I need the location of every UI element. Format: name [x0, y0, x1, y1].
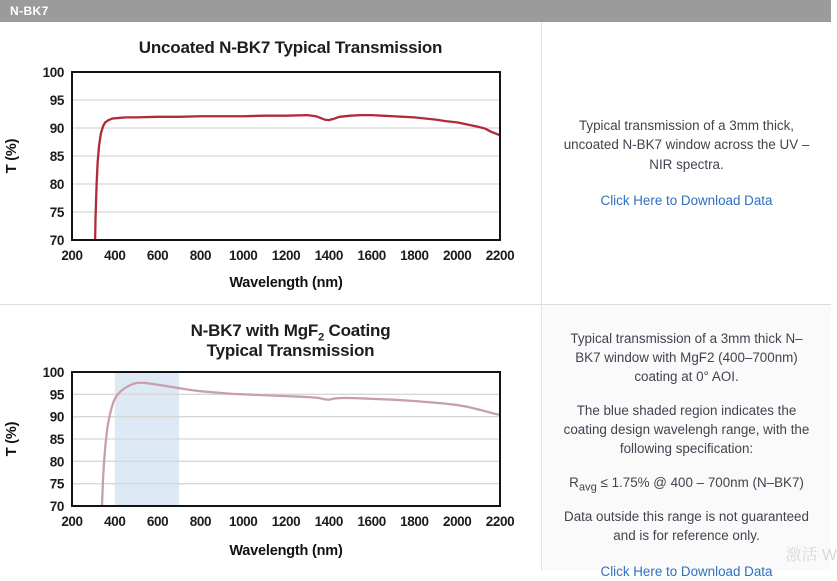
- svg-text:1600: 1600: [357, 513, 386, 529]
- svg-text:85: 85: [49, 431, 64, 447]
- coating-spec: [569, 473, 804, 492]
- svg-text:1400: 1400: [314, 248, 344, 264]
- coated-description-1: Typical transmission of a 3mm thick N–BK7 window with MgF2 (400–700nm) coating at 0° AOI.: [570, 331, 803, 385]
- spec-symbol: R: [569, 475, 579, 491]
- svg-text:1600: 1600: [357, 248, 386, 264]
- svg-text:70: 70: [49, 233, 64, 249]
- svg-text:80: 80: [49, 454, 64, 470]
- svg-text:2000: 2000: [442, 513, 472, 529]
- svg-text:75: 75: [49, 476, 64, 492]
- svg-text:200: 200: [61, 248, 83, 264]
- svg-text:95: 95: [49, 387, 64, 403]
- svg-text:400: 400: [104, 513, 126, 529]
- coated-title-line2: Typical Transmission: [206, 341, 375, 361]
- svg-text:70: 70: [49, 498, 64, 514]
- svg-text:400: 400: [104, 248, 126, 264]
- svg-text:1800: 1800: [400, 248, 429, 264]
- svg-text:800: 800: [189, 248, 212, 264]
- svg-text:90: 90: [49, 409, 64, 425]
- svg-text:1200: 1200: [271, 248, 301, 264]
- svg-text:T (%): T (%): [4, 421, 20, 456]
- coated-chart-title: [0, 321, 541, 362]
- svg-text:2200: 2200: [485, 513, 515, 529]
- coated-chart-panel: [0, 304, 541, 571]
- coated-description-3: Data outside this range is not guaranteed and is for reference only.: [564, 509, 809, 544]
- page-title: N-BK7: [10, 4, 49, 18]
- svg-text:200: 200: [61, 513, 83, 529]
- uncoated-description: Typical transmission of a 3mm thick, uncoated N-BK7 window across the UV – NIR spectra.: [563, 118, 810, 172]
- coated-title-sub: 2: [318, 331, 325, 344]
- svg-text:100: 100: [42, 364, 64, 380]
- svg-text:1800: 1800: [400, 513, 429, 529]
- coated-transmission-chart: [0, 364, 530, 562]
- svg-text:90: 90: [49, 121, 64, 137]
- svg-text:1000: 1000: [228, 248, 258, 264]
- uncoated-transmission-chart: [0, 60, 530, 294]
- svg-text:800: 800: [189, 513, 212, 529]
- coated-description-panel: [541, 304, 831, 580]
- svg-text:2200: 2200: [485, 248, 515, 264]
- svg-text:600: 600: [146, 248, 169, 264]
- svg-text:1000: 1000: [228, 513, 258, 529]
- coated-title-post: Coating: [324, 321, 391, 340]
- uncoated-chart-title: Uncoated N-BK7 Typical Transmission: [138, 38, 443, 57]
- svg-text:T (%): T (%): [4, 139, 20, 174]
- uncoated-chart-panel: [0, 22, 541, 304]
- svg-text:80: 80: [49, 177, 64, 193]
- svg-text:2000: 2000: [442, 248, 472, 264]
- spec-subscript: avg: [578, 481, 597, 494]
- svg-text:95: 95: [49, 93, 64, 109]
- content-grid: [0, 22, 831, 580]
- svg-text:Wavelength (nm): Wavelength (nm): [229, 275, 343, 292]
- svg-text:1400: 1400: [314, 513, 344, 529]
- coated-title-pre: N-BK7 with MgF: [190, 321, 319, 340]
- activate-watermark: 激活 W: [785, 547, 837, 564]
- svg-text:75: 75: [49, 205, 64, 221]
- svg-text:600: 600: [146, 513, 169, 529]
- svg-text:Wavelength (nm): Wavelength (nm): [229, 542, 343, 559]
- uncoated-description-panel: [541, 22, 831, 304]
- svg-text:1200: 1200: [271, 513, 301, 529]
- uncoated-download-link[interactable]: Click Here to Download Data: [600, 192, 773, 208]
- page-header: [0, 0, 831, 22]
- coated-download-link[interactable]: Click Here to Download Data: [600, 564, 773, 580]
- svg-text:85: 85: [49, 149, 64, 165]
- spec-value: ≤ 1.75% @ 400 – 700nm (N–BK7): [596, 475, 804, 491]
- coated-description-2: The blue shaded region indicates the coating design wavelengh range, with the following specification:: [563, 403, 810, 457]
- svg-text:100: 100: [42, 65, 64, 81]
